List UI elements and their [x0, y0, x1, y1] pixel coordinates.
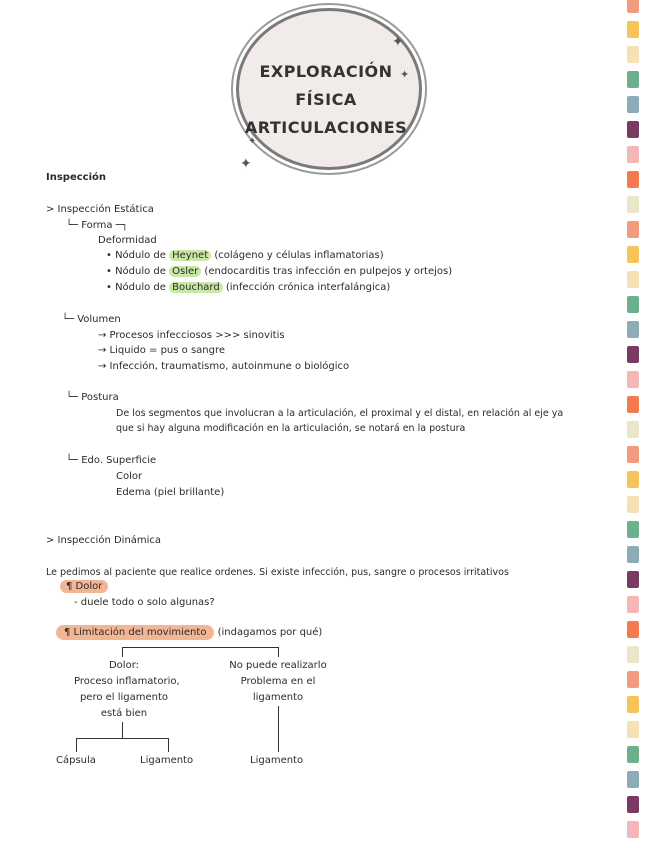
estatica-heading: > Inspección Estática	[46, 204, 154, 215]
volumen-item: → Liquido = pus o sangre	[98, 345, 226, 356]
decorative-stripe	[627, 721, 639, 738]
tree-line	[122, 722, 123, 738]
decorative-stripe	[627, 396, 639, 413]
decorative-stripe	[627, 821, 639, 838]
tree-line	[168, 738, 169, 752]
tree-line	[278, 647, 279, 657]
right-branch: No puede realizarlo Problema en el ligamento	[229, 660, 327, 703]
volumen-item: → Procesos infecciosos >>> sinovitis	[98, 330, 285, 341]
decorative-stripe	[627, 796, 639, 813]
tree-line	[122, 647, 278, 648]
nodulo-bouchard: • Nódulo de Bouchard (infección crónica interfalángica)	[106, 282, 391, 293]
star-icon: ✦	[392, 34, 404, 50]
decorative-stripe	[627, 346, 639, 363]
ligamento-label: Ligamento	[140, 755, 194, 766]
decorative-stripe	[627, 46, 639, 63]
tree-line	[76, 738, 168, 739]
dolor-label: ¶ Dolor	[60, 581, 108, 592]
capsula-label: Cápsula	[56, 755, 96, 766]
decorative-stripe	[627, 146, 639, 163]
nodulo-osler: • Nódulo de Osler (endocarditis tras infección en pulpejos y ortejos)	[106, 266, 453, 277]
dinamica-intro: Le pedimos al paciente que realice ordenes. Si existe infección, pus, sangre o procesos irritativos	[46, 567, 509, 578]
decorative-stripe	[627, 121, 639, 138]
deformidad-label: Deformidad	[98, 235, 157, 246]
decorative-stripe	[627, 596, 639, 613]
forma-label: └─ Forma ─┐	[66, 220, 128, 231]
ligamento-label: Ligamento	[250, 755, 304, 766]
decorative-stripe	[627, 0, 639, 13]
decorative-stripe	[627, 421, 639, 438]
decorative-stripe	[627, 296, 639, 313]
decorative-stripe	[627, 71, 639, 88]
tree-line	[122, 647, 123, 657]
decorative-stripe	[627, 221, 639, 238]
page-title: EXPLORACIÓN FÍSICA ARTICULACIONES	[244, 62, 408, 137]
decorative-stripe	[627, 371, 639, 388]
decorative-stripe	[627, 646, 639, 663]
postura-text: De los segmentos que involucran a la articulación, el proximal y el distal, en relación al eje ya	[116, 408, 564, 419]
star-icon: ✦	[240, 156, 252, 172]
tree-line	[278, 706, 279, 752]
decorative-stripe	[627, 771, 639, 788]
color-label: Color	[116, 471, 143, 482]
postura-label: └─ Postura	[66, 392, 119, 403]
dolor-question: - duele todo o solo algunas?	[74, 597, 215, 608]
decorative-stripe	[627, 21, 639, 38]
decorative-stripe	[627, 571, 639, 588]
decorative-stripe	[627, 246, 639, 263]
edo-superficie-label: └─ Edo. Superficie	[66, 455, 157, 466]
decorative-stripe	[627, 671, 639, 688]
decorative-stripe	[627, 621, 639, 638]
decorative-stripe	[627, 96, 639, 113]
tree-line	[76, 738, 77, 752]
dinamica-heading: > Inspección Dinámica	[46, 535, 162, 546]
star-icon: ✦	[248, 136, 257, 147]
decorative-stripe	[627, 521, 639, 538]
section-heading: Inspección	[46, 172, 107, 183]
postura-text: que si hay alguna modificación en la articulación, se notará en la postura	[116, 423, 466, 434]
decorative-stripe	[627, 196, 639, 213]
decorative-stripe	[627, 446, 639, 463]
nodulo-heynet: • Nódulo de Heynet (colágeno y células inflamatorias)	[106, 250, 384, 261]
edema-label: Edema (piel brillante)	[116, 487, 225, 498]
left-branch: Dolor: Proceso inflamatorio, pero el ligamento está bien	[74, 660, 180, 719]
volumen-item: → Infección, traumatismo, autoinmune o biológico	[98, 361, 350, 372]
decorative-stripe	[627, 321, 639, 338]
decorative-stripe	[627, 696, 639, 713]
star-icon: ✦	[400, 68, 410, 81]
limitacion-label: ¶ Limitación del movimiento (indagamos por qué)	[56, 627, 322, 638]
decorative-stripe	[627, 471, 639, 488]
decorative-stripe	[627, 271, 639, 288]
decorative-stripe	[627, 546, 639, 563]
decorative-stripe	[627, 171, 639, 188]
decorative-stripe	[627, 496, 639, 513]
volumen-label: └─ Volumen	[62, 314, 121, 325]
decorative-stripe	[627, 746, 639, 763]
